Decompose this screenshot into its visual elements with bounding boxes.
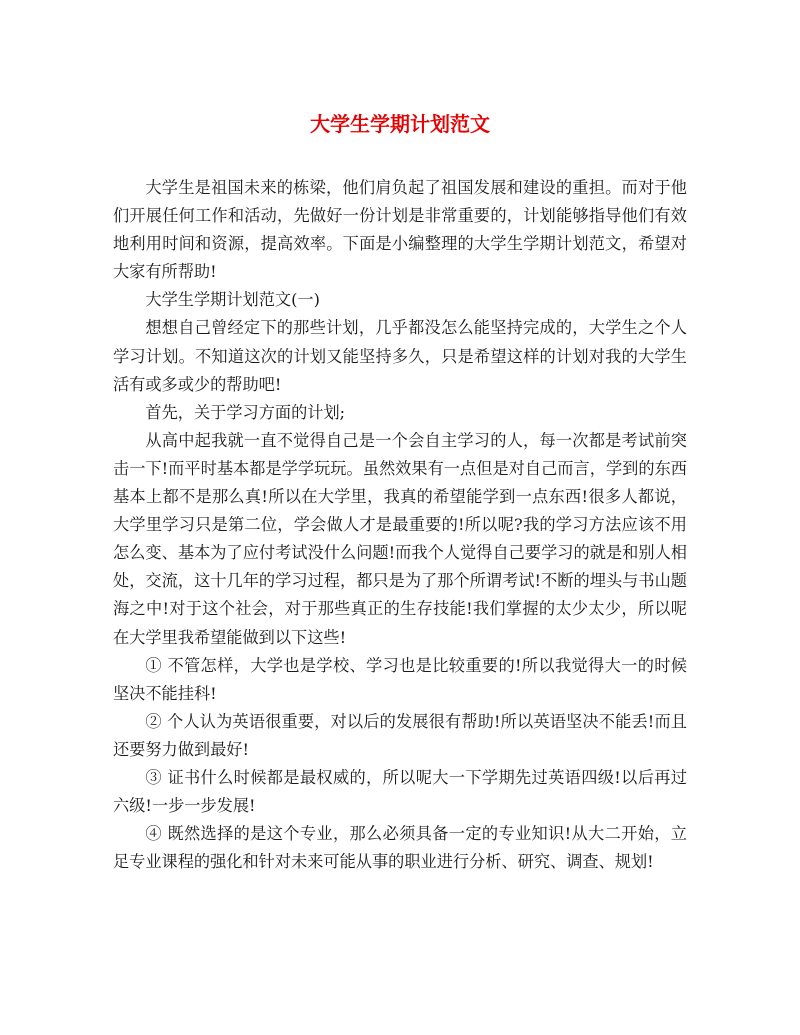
paragraph: 首先，关于学习方面的计划; <box>145 402 346 422</box>
paragraph: 从高中起我就一直不觉得自己是一个会自主学习的人，每一次都是考试前突击一下!而平时基本都是学学玩玩。虽然效果有一点但是对自己而言，学到的东西基本上都不是那么真!所以在大学里，我真的希望能学到一点东西!很多人都说，大学里学习只是第二位，学会做人才是最重要的!所以呢?我的学习方法应该不用怎么变、基本为了应付考试没什么问题!而我个人觉得自己要学习的就是和别人相处，交流，这十几年的学习过程，都只是为了那个所谓考试!不断的埋头与书山题海之中!对于这个社会，对于那些真正的生存技能!我们掌握的太少太少，所以呢在大学里我希望能做到以下这些! <box>113 430 687 647</box>
list-item: ③ 证书什么时候都是最权威的，所以呢大一下学期先过英语四级!以后再过六级!一步一步发展! <box>113 767 687 816</box>
list-item: ② 个人认为英语很重要，对以后的发展很有帮助!所以英语坚决不能丢!而且还要努力做到最好! <box>113 711 687 759</box>
paragraph-intro: 大学生是祖国未来的栋梁，他们肩负起了祖国发展和建设的重担。而对于他们开展任何工作和活动，先做好一份计划是非常重要的，计划能够指导他们有效地利用时间和资源，提高效率。下面是小编整理的大学生学期计划范文，希望对大家有所帮助! <box>113 178 687 282</box>
section-heading: 大学生学期计划范文(一) <box>145 290 320 310</box>
document-title: 大学生学期计划范文 <box>310 112 490 136</box>
document-body <box>113 174 687 876</box>
list-item: ④ 既然选择的是这个专业，那么必须具备一定的专业知识!从大二开始，立足专业课程的强化和针对未来可能从事的职业进行分析、研究、调查、规划! <box>113 824 687 872</box>
list-item: ① 不管怎样，大学也是学校、学习也是比较重要的!所以我觉得大一的时候坚决不能挂科! <box>113 655 687 703</box>
paragraph: 想想自己曾经定下的那些计划，几乎都没怎么能坚持完成的，大学生之个人学习计划。不知道这次的计划又能坚持多久，只是希望这样的计划对我的大学生活有或多或少的帮助吧! <box>113 318 687 394</box>
